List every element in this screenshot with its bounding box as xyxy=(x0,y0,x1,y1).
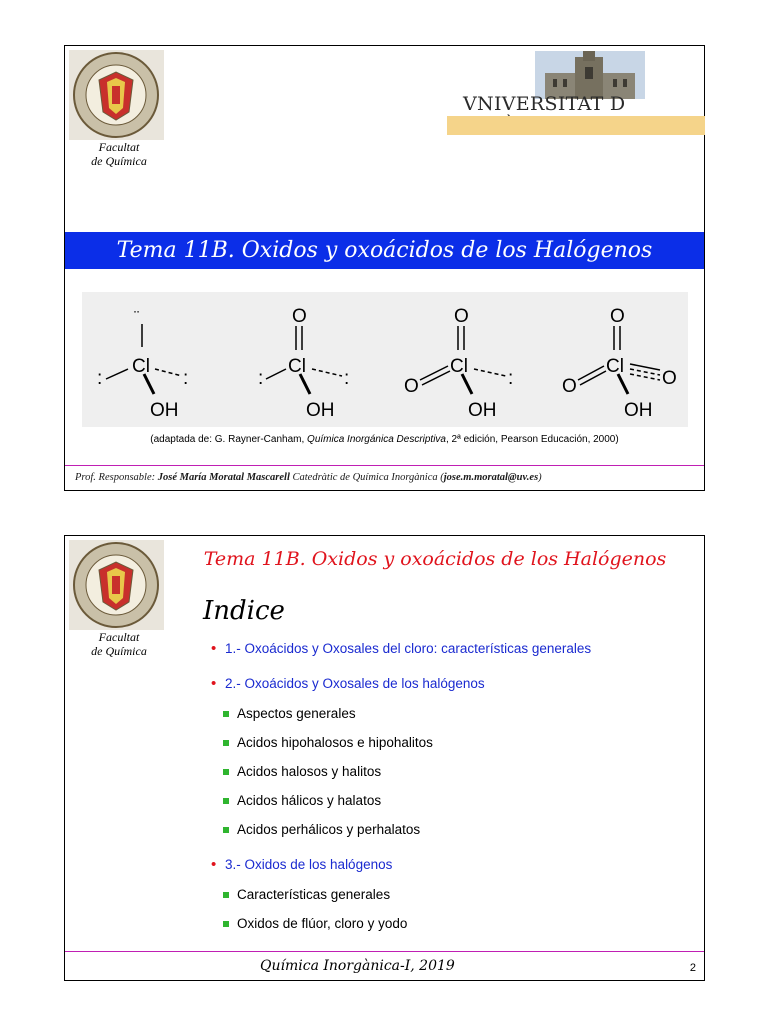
toc-subsection-item: Acidos halosos y halitos xyxy=(211,764,381,779)
svg-text:O: O xyxy=(292,306,307,327)
toc-section-item: • 2.- Oxoácidos y Oxosales de los halógenos xyxy=(211,676,485,691)
toc-subsection-item: Acidos hipohalosos e hipohalitos xyxy=(211,735,433,750)
svg-text::: : xyxy=(258,368,264,389)
svg-text:Cl: Cl xyxy=(450,356,468,377)
toc-subsection-item: Oxidos de flúor, cloro y yodo xyxy=(211,916,407,931)
professor-email: jose.m.moratal@uv.es xyxy=(443,472,539,483)
cl-label: Cl xyxy=(132,356,150,377)
university-seal-icon xyxy=(69,50,164,140)
course-title: Química Inorgànica-I, 2019 xyxy=(260,958,455,974)
toc-subsection-item: Acidos hálicos y halatos xyxy=(211,793,381,808)
figure-caption xyxy=(65,434,704,445)
faculty-label xyxy=(69,630,169,658)
caption-book-title: Química Inorgánica Descriptiva xyxy=(307,434,446,445)
slide-1 xyxy=(64,45,705,491)
footer-divider xyxy=(65,465,704,466)
index-heading: Indice xyxy=(203,596,285,626)
footer-divider xyxy=(65,951,704,952)
university-building-icon xyxy=(535,51,645,99)
toc-subsection-item: Características generales xyxy=(211,887,390,902)
faculty-line-2: de Química xyxy=(91,154,147,168)
svg-text:O: O xyxy=(610,306,625,327)
footer-prefix: Prof. Responsable: xyxy=(75,472,158,483)
oxoacid-structures-figure xyxy=(82,292,688,427)
svg-text:Cl: Cl xyxy=(606,356,624,377)
toc-section-item: • 1.- Oxoácidos y Oxosales del cloro: características generales xyxy=(211,641,591,656)
professor-name: José María Moratal Mascarell xyxy=(157,472,290,483)
svg-text:OH: OH xyxy=(624,400,653,421)
svg-text:Cl: Cl xyxy=(288,356,306,377)
svg-text::: : xyxy=(344,368,350,389)
footer-middle: Catedràtic de Química Inorgànica ( xyxy=(289,472,444,483)
university-seal-icon xyxy=(69,540,164,630)
svg-text:O: O xyxy=(454,306,469,327)
svg-text:O: O xyxy=(562,376,577,397)
slide-2-title: Tema 11B. Oxidos y oxoácidos de los Halógenos xyxy=(203,548,667,570)
svg-text::: : xyxy=(183,368,189,389)
faculty-line-1: Facultat xyxy=(98,630,140,644)
svg-text::: : xyxy=(97,368,103,389)
university-logo-text: VNIVERSITAT D xyxy=(463,93,626,115)
faculty-line-2: de Química xyxy=(91,644,147,658)
page-number: 2 xyxy=(689,962,696,974)
caption-suffix: , 2ª edición, Pearson Educación, 2000) xyxy=(446,434,619,445)
svg-text:OH: OH xyxy=(468,400,497,421)
university-logo-bar xyxy=(447,116,705,135)
toc-section-item: • 3.- Oxidos de los halógenos xyxy=(211,857,392,872)
toc-subsection-item: Aspectos generales xyxy=(211,706,356,721)
footer-end: ) xyxy=(538,472,542,483)
faculty-line-1: Facultat xyxy=(98,140,140,154)
slide-1-title: Tema 11B. Oxidos y oxoácidos de los Halógenos xyxy=(116,238,653,263)
svg-text::: : xyxy=(508,368,514,389)
title-band xyxy=(65,232,704,269)
toc-subsection-item: Acidos perhálicos y perhalatos xyxy=(211,822,420,837)
svg-text:O: O xyxy=(404,376,419,397)
professor-footer xyxy=(75,472,542,483)
svg-text:¨: ¨ xyxy=(134,309,140,326)
caption-prefix: (adaptada de: G. Rayner-Canham, xyxy=(150,434,308,445)
svg-text:OH: OH xyxy=(150,400,179,421)
faculty-label xyxy=(69,140,169,168)
svg-text:O: O xyxy=(662,368,677,389)
svg-text:OH: OH xyxy=(306,400,335,421)
slide-2 xyxy=(64,535,705,981)
